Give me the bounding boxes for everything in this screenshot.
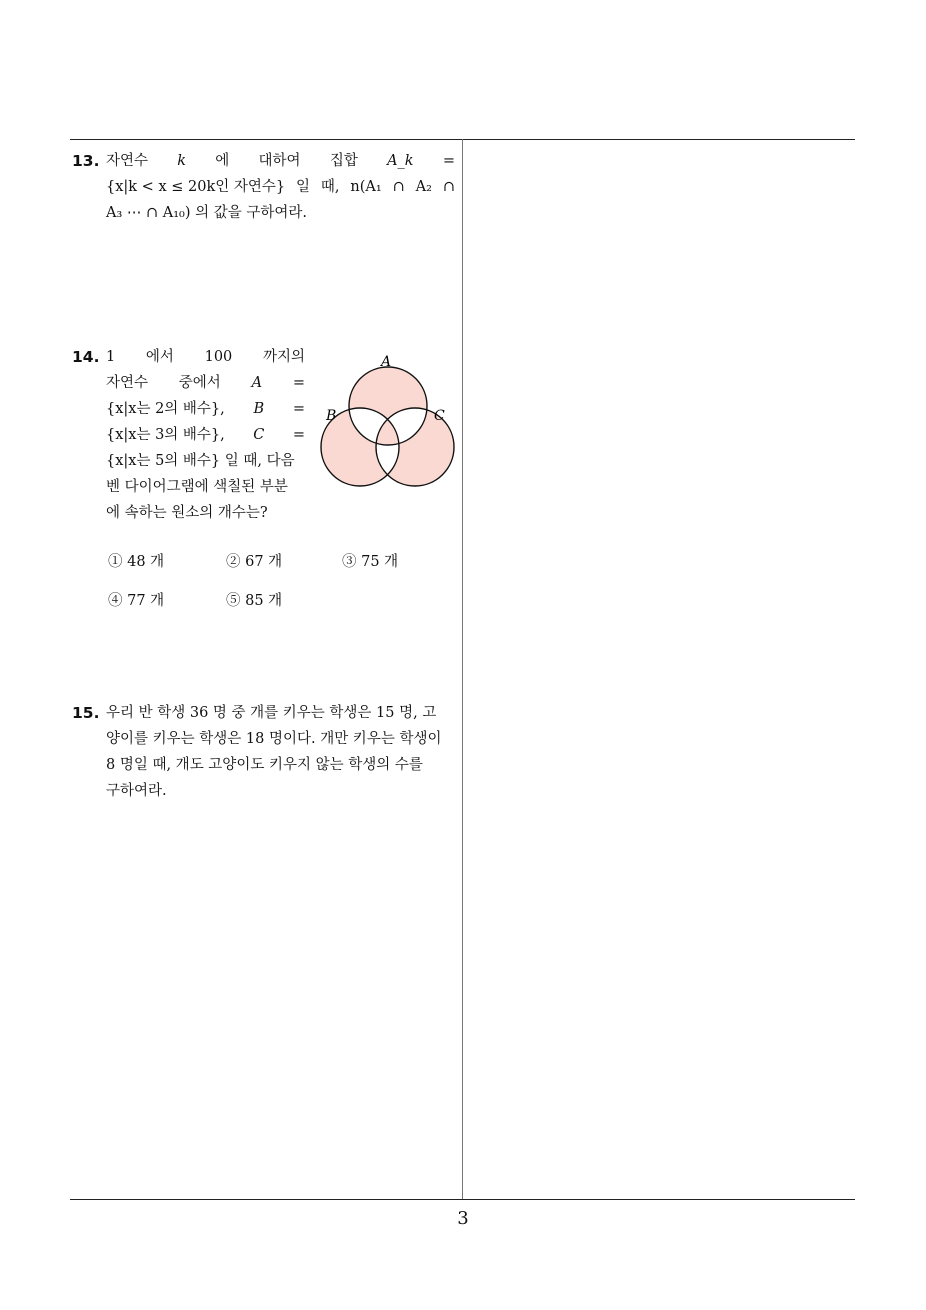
text-line: 자연수 중에서 A = xyxy=(106,375,305,391)
page-number: 3 xyxy=(457,1208,469,1229)
bottom-rule xyxy=(70,1199,855,1200)
choice-2[interactable]: ② 67 개 xyxy=(226,554,283,570)
text-line: {x|x는 5의 배수} 일 때, 다음 xyxy=(106,453,295,469)
text-line: 벤 다이어그램에 색칠된 부분 xyxy=(106,479,288,495)
text-line: 자연수 k 에 대하여 집합 A_k = xyxy=(106,153,455,169)
text-line: 우리 반 학생 36 명 중 개를 키우는 학생은 15 명, 고 xyxy=(106,705,437,721)
column-divider xyxy=(462,139,463,1200)
question-15 xyxy=(72,700,456,810)
venn-label-a: A xyxy=(381,354,392,370)
question-number: 14. xyxy=(72,348,100,366)
choice-5[interactable]: ⑤ 85 개 xyxy=(226,593,283,609)
question-text xyxy=(106,148,455,226)
choice-3[interactable]: ③ 75 개 xyxy=(342,554,399,570)
text-line: {x|x는 2의 배수}, B = xyxy=(106,401,305,417)
choice-4[interactable]: ④ 77 개 xyxy=(108,593,165,609)
question-text xyxy=(106,700,455,804)
choice-1[interactable]: ① 48 개 xyxy=(108,554,165,570)
venn-label-b: B xyxy=(326,408,337,424)
text-line: 에 속하는 원소의 개수는? xyxy=(106,505,268,521)
question-number: 13. xyxy=(72,152,100,170)
venn-shaded-region xyxy=(321,367,454,486)
question-13 xyxy=(72,148,456,238)
text-line: 8 명일 때, 개도 고양이도 키우지 않는 학생의 수를 xyxy=(106,757,423,773)
text-line: {x|x는 3의 배수}, C = xyxy=(106,427,305,443)
question-text xyxy=(106,344,305,526)
venn-label-c: C xyxy=(434,408,445,424)
question-number: 15. xyxy=(72,704,100,722)
text-line: 1 에서 100 까지의 xyxy=(106,349,305,365)
text-line: 양이를 키우는 학생은 18 명이다. 개만 키우는 학생이 xyxy=(106,731,442,747)
venn-diagram xyxy=(310,348,460,493)
text-line: A₃ ⋯ ∩ A₁₀) 의 값을 구하여라. xyxy=(106,205,307,221)
text-line: {x|k < x ≤ 20k인 자연수} 일 때, n(A₁ ∩ A₂ ∩ xyxy=(106,179,455,195)
text-line: 구하여라. xyxy=(106,783,167,799)
